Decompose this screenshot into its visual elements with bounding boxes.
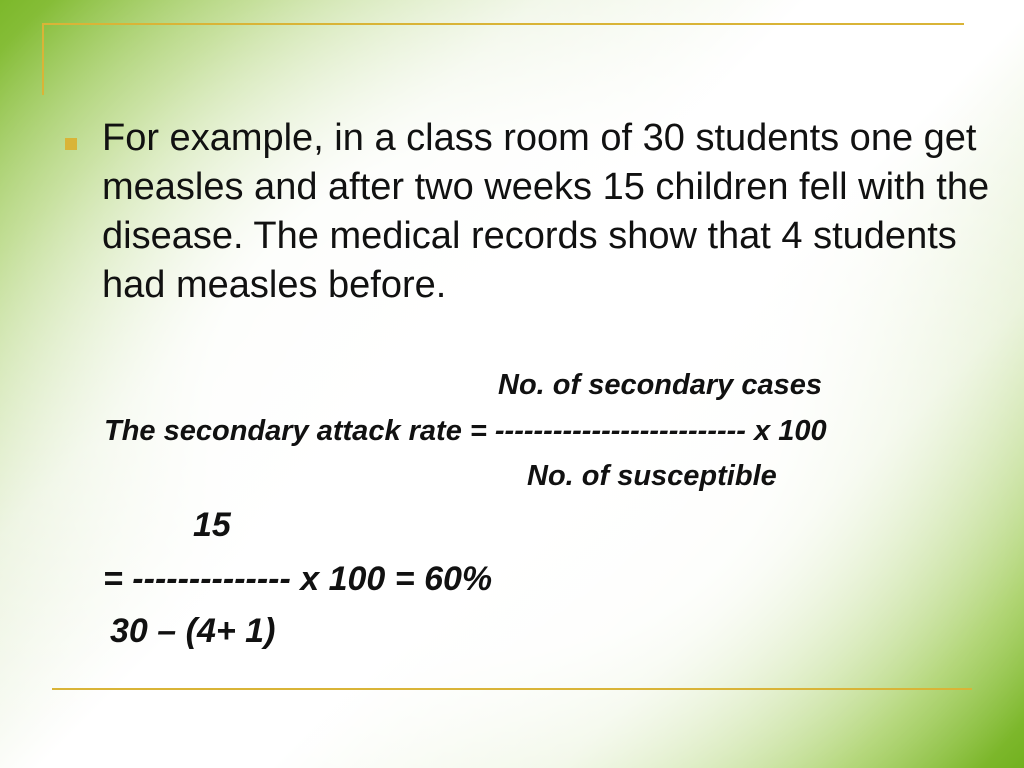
formula-main-line: The secondary attack rate = -------------------------- x 100 [104, 415, 827, 447]
calculation-denominator: 30 – (4+ 1) [110, 612, 276, 650]
top-horizontal-rule [42, 23, 964, 25]
calculation-numerator: 15 [193, 506, 231, 544]
formula-numerator-label: No. of secondary cases [498, 369, 822, 401]
calculation-line: = -------------- x 100 = 60% [103, 560, 493, 598]
bullet-paragraph: For example, in a class room of 30 students one get measles and after two weeks 15 children fell with the disease. The medical records show that 4 students had measles before. [102, 117, 990, 306]
bottom-horizontal-rule [52, 688, 972, 690]
formula-denominator-label: No. of susceptible [527, 460, 777, 492]
bullet-square-icon [65, 138, 77, 150]
top-vertical-rule [42, 23, 44, 95]
